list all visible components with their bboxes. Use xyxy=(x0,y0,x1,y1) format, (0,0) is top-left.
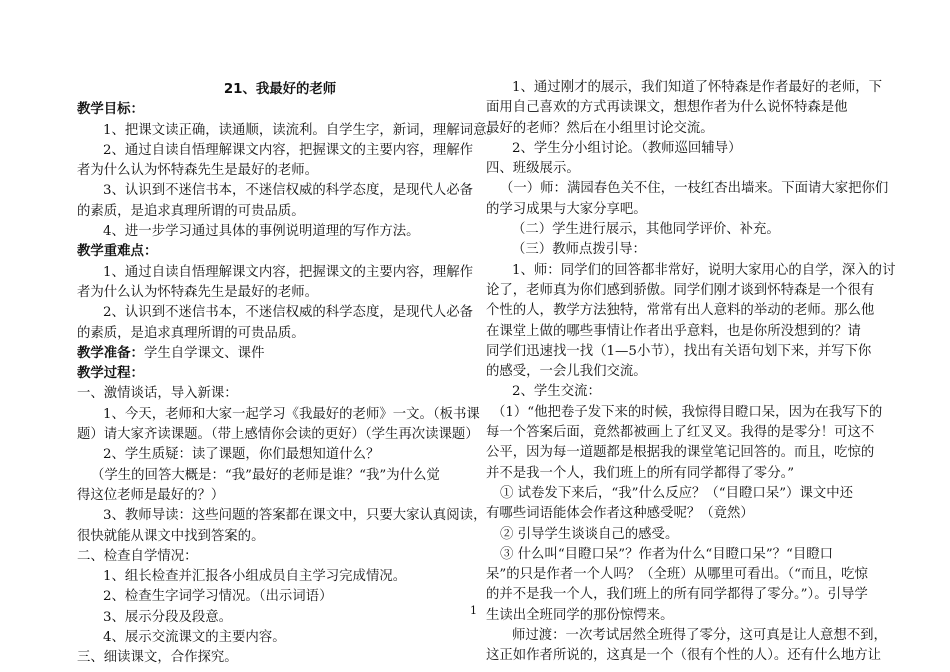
text-line: 1、通过自读自悟理解课文内容，把握课文的主要内容，理解作 xyxy=(103,264,474,280)
text-line: 在课堂上做的哪些事情让作者出乎意料，也是你所没想到的？请 xyxy=(486,323,861,339)
text-line: 面用自己喜欢的方式再读课文，想想作者为什么说怀特森是他 xyxy=(486,100,848,116)
text-line: 呆”的只是作者一个人吗？（全班）从哪里可看出。（“而且，吃惊 xyxy=(486,567,868,583)
text-line: 公平，因为每一道题都是根据我的课堂笔记回答的。而且，吃惊的 xyxy=(486,445,875,461)
text-line: 最好的老师？然后在小组里讨论交流。 xyxy=(486,120,714,136)
page-number: 1 xyxy=(470,604,477,617)
text-line: 并不是我一个人，我们班上的所有同学都得了零分。” xyxy=(486,465,795,481)
text-line: 2、通过自读自悟理解课文内容，把握课文的主要内容，理解作 xyxy=(103,142,474,158)
text-line: 1、今天，老师和大家一起学习《我最好的老师》一文。（板书课 xyxy=(103,406,480,422)
text-line: 的素质，是追求真理所谓的可贵品质。 xyxy=(77,203,305,219)
text-line: 每一个答案后面，竟然都被画上了红叉叉。我得的是零分！可这不 xyxy=(486,425,875,441)
text-line: 个性的人，教学方法独特，常常有出人意料的举动的老师。那么他 xyxy=(486,303,875,319)
text-line: 1、组长检查并汇报各小组成员自主学习完成情况。 xyxy=(103,569,407,585)
text-line: 得这位老师是最好的？） xyxy=(77,487,225,503)
text-line: ③ 什么叫“目瞪口呆”？作者为什么“目瞪口呆”？“目瞪口 xyxy=(500,546,834,562)
text-line: 3、教师导读：这些问题的答案都在课文中，只要大家认真阅读， xyxy=(103,508,487,524)
text-line: 三、细读课文，合作探究。 xyxy=(77,650,238,666)
text-line: 这正如作者所说的，这真是一个（很有个性的人）。还有什么地方让 xyxy=(486,648,882,664)
text-line: 二、检查自学情况： xyxy=(77,548,198,564)
text-line: （二）学生进行展示，其他同学评价、补充。 xyxy=(512,222,780,238)
text-line: 生读出全班同学的那份惊愕来。 xyxy=(486,607,674,623)
text-line: 的感受，一会儿我们交流。 xyxy=(486,364,647,380)
text-line xyxy=(77,344,473,364)
text-line: 者为什么认为怀特森先生是最好的老师。 xyxy=(77,284,319,300)
text-line: 题）请大家齐读课题。（带上感情你会读的更好）（学生再次读课题） xyxy=(77,427,479,443)
text-line: 2、检查生字词学习情况。（出示词语） xyxy=(103,589,333,605)
text-line: 2、学生分小组讨论。（教师巡回辅导） xyxy=(512,140,742,156)
text-line: 四、班级展示。 xyxy=(486,161,580,177)
text-line: 1、把课文读正确，读通顺，读流利。自学生字，新词，理解词意。 xyxy=(103,122,500,138)
text-line: 同学们迅速找一找（1—5小节），找出有关语句划下来，并写下你 xyxy=(486,343,872,359)
text-line: 的学习成果与大家分享吧。 xyxy=(486,201,647,217)
text-line: 3、认识到不迷信书本，不迷信权威的科学态度，是现代人必备 xyxy=(103,183,474,199)
text-line: 的素质，是追求真理所谓的可贵品质。 xyxy=(77,325,305,341)
text-line: 教学重难点： xyxy=(77,244,158,260)
text-line: 教学目标： xyxy=(77,102,144,118)
text-line: 师过渡：一次考试居然全班得了零分，这可真是让人意想不到， xyxy=(512,628,887,644)
text-line: （一）师：满园春色关不住，一枝红杏出墙来。下面请大家把你们 xyxy=(500,181,889,197)
text-line: 的并不是我一个人，我们班上的所有同学都得了零分。”）。引导学 xyxy=(486,587,868,603)
text-line: 1、通过刚才的展示，我们知道了怀特森是作者最好的老师，下 xyxy=(512,80,883,95)
text-line: ① 试卷发下来后，“我”什么反应？（“目瞪口呆”）课文中还 xyxy=(500,485,854,501)
left-column xyxy=(77,80,500,669)
text-line: 4、进一步学习通过具体的事例说明道理的写作方法。 xyxy=(103,224,420,240)
text-line: ② 引导学生谈谈自己的感受。 xyxy=(500,526,679,542)
right-column xyxy=(486,78,896,667)
text-line: 论了，老师真为你们感到骄傲。同学们刚才谈到怀特森是一个很有 xyxy=(486,282,875,298)
text-line: 一、激情谈话，导入新课： xyxy=(77,386,238,402)
text-line: 4、展示交流课文的主要内容。 xyxy=(103,630,286,646)
section-value: 学生自学课文、课件 xyxy=(143,345,265,361)
text-line: 1、师：同学们的回答都非常好，说明大家用心的自学，深入的讨 xyxy=(512,262,896,278)
text-line: 2、学生质疑：读了课题，你们最想知道什么？ xyxy=(103,447,380,463)
section-label: 教学准备： xyxy=(77,345,144,361)
page-title: 21、我最好的老师 xyxy=(223,82,337,97)
text-line: 3、展示分段及段意。 xyxy=(103,609,233,625)
text-line: 2、学生交流： xyxy=(512,384,601,400)
text-line: 2、认识到不迷信书本，不迷信权威的科学态度，是现代人必备 xyxy=(103,305,474,321)
text-line: 很快就能从课文中找到答案的。 xyxy=(77,528,265,544)
text-line: （学生的回答大概是：“我”最好的老师是谁？“我”为什么觉 xyxy=(91,467,440,483)
text-line: 教学过程： xyxy=(77,366,144,382)
text-line: 有哪些词语能体会作者这种感受呢？（竟然） xyxy=(486,506,754,522)
text-line: 者为什么认为怀特森先生是最好的老师。 xyxy=(77,163,319,179)
text-line: （三）教师点拨引导： xyxy=(512,242,646,258)
text-line: （1）“他把卷子发下来的时候，我惊得目瞪口呆，因为在我写下的 xyxy=(492,404,883,420)
